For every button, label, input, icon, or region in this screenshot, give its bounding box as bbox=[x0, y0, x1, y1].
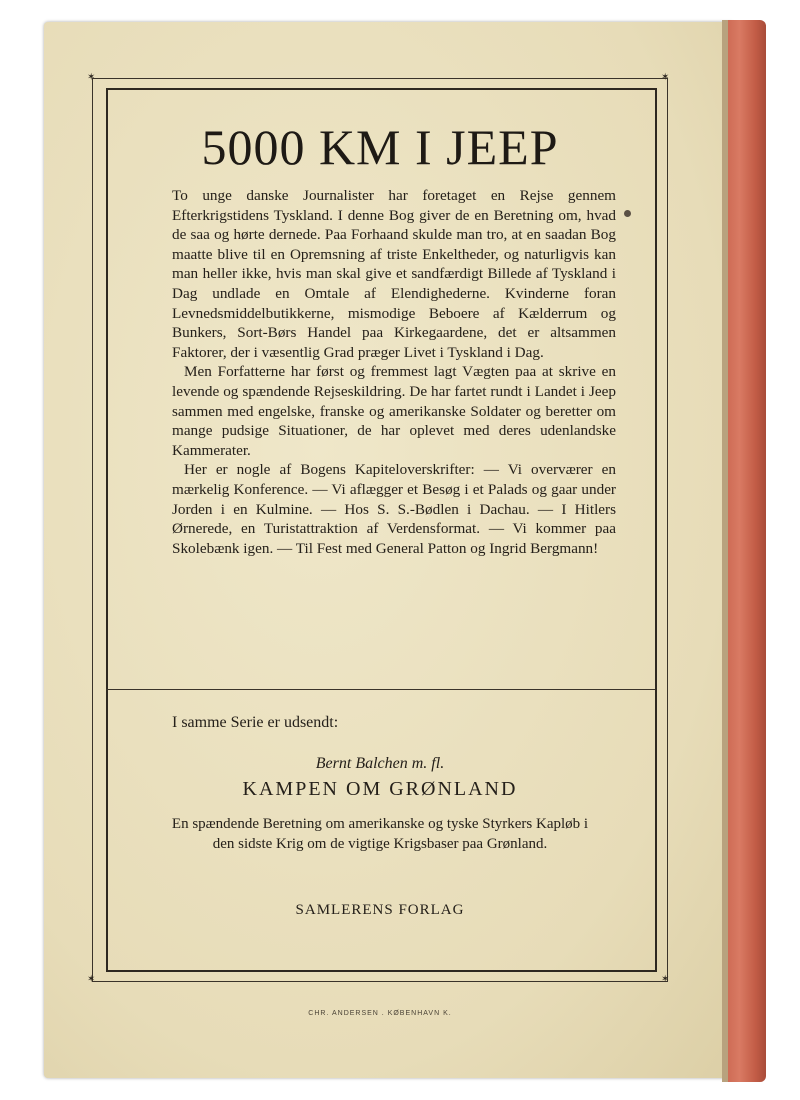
blurb-paragraph: Her er nogle af Bogens Kapiteloverskrifter: — Vi overværer en mærkelig Konference. — Vi aflægger et Besøg i et Palads og gaar under Jorden i en Kulmine. — Hos S. S.-Bødlen i Dachau. — I Hitlers Ørnerede, en Turistattraktion af Verdensformat. — Vi kommer paa Skolebænk igen. — Til Fest med General Patton og Ingrid Bergmann! bbox=[172, 461, 616, 557]
publisher-name: SAMLERENS FORLAG bbox=[295, 902, 465, 918]
corner-star-icon: ✶ bbox=[87, 974, 96, 985]
book-spine bbox=[722, 20, 766, 1082]
series-author: Bernt Balchen m. fl. bbox=[315, 755, 445, 772]
corner-star-icon: ✶ bbox=[661, 72, 670, 83]
section-divider bbox=[106, 689, 655, 690]
corner-star-icon: ✶ bbox=[87, 72, 96, 83]
corner-star-icon: ✶ bbox=[661, 974, 670, 985]
series-description: En spændende Beretning om amerikanske og tyske Styrkers Kapløb i den sidste Krig om de vigtige Krigsbaser paa Grønland. bbox=[171, 816, 589, 852]
series-book-title: KAMPEN OM GRØNLAND bbox=[242, 778, 518, 800]
series-intro: I samme Serie er udsendt: bbox=[172, 714, 339, 731]
blurb-paragraph: To unge danske Journalister har foretaget en Rejse gennem Efterkrigstidens Tyskland. I denne Bog giver de en Beretning om, hvad de saa og hørte dernede. Paa Forhaand skulde man tro, at en saadan Bog maatte blive til en Opremsning af triste Enkeltheder, og naturligvis kan man heller ikke, hvis man skal give et sandfærdigt Billede af Tyskland i Dag undlade en Omtale af Elendighederne. Kvinderne foran Levnedsmiddelbutikkerne, mismodige Beboere af Kælderrum og Bunkers, Sort-Børs Handel paa Kirkegaardene, det er altsammen Faktorer, der i væsentlig Grad præger Livet i Tyskland i Dag. bbox=[172, 187, 616, 361]
blurb-text bbox=[172, 186, 616, 558]
printer-imprint: CHR. ANDERSEN . KØBENHAVN K. bbox=[308, 1010, 452, 1017]
book-title: 5000 KM I JEEP bbox=[201, 119, 559, 175]
spine-edge bbox=[722, 20, 728, 1082]
blurb-paragraph: Men Forfatterne har først og fremmest lagt Vægten paa at skrive en levende og spændende Rejseskildring. De har fartet rundt i Landet i Jeep sammen med engelske, franske og amerikanske Soldater og beretter om mange pudsige Situationer, de har oplevet med deres udenlandske Kammerater. bbox=[172, 363, 616, 459]
paper-blemish bbox=[624, 210, 631, 217]
